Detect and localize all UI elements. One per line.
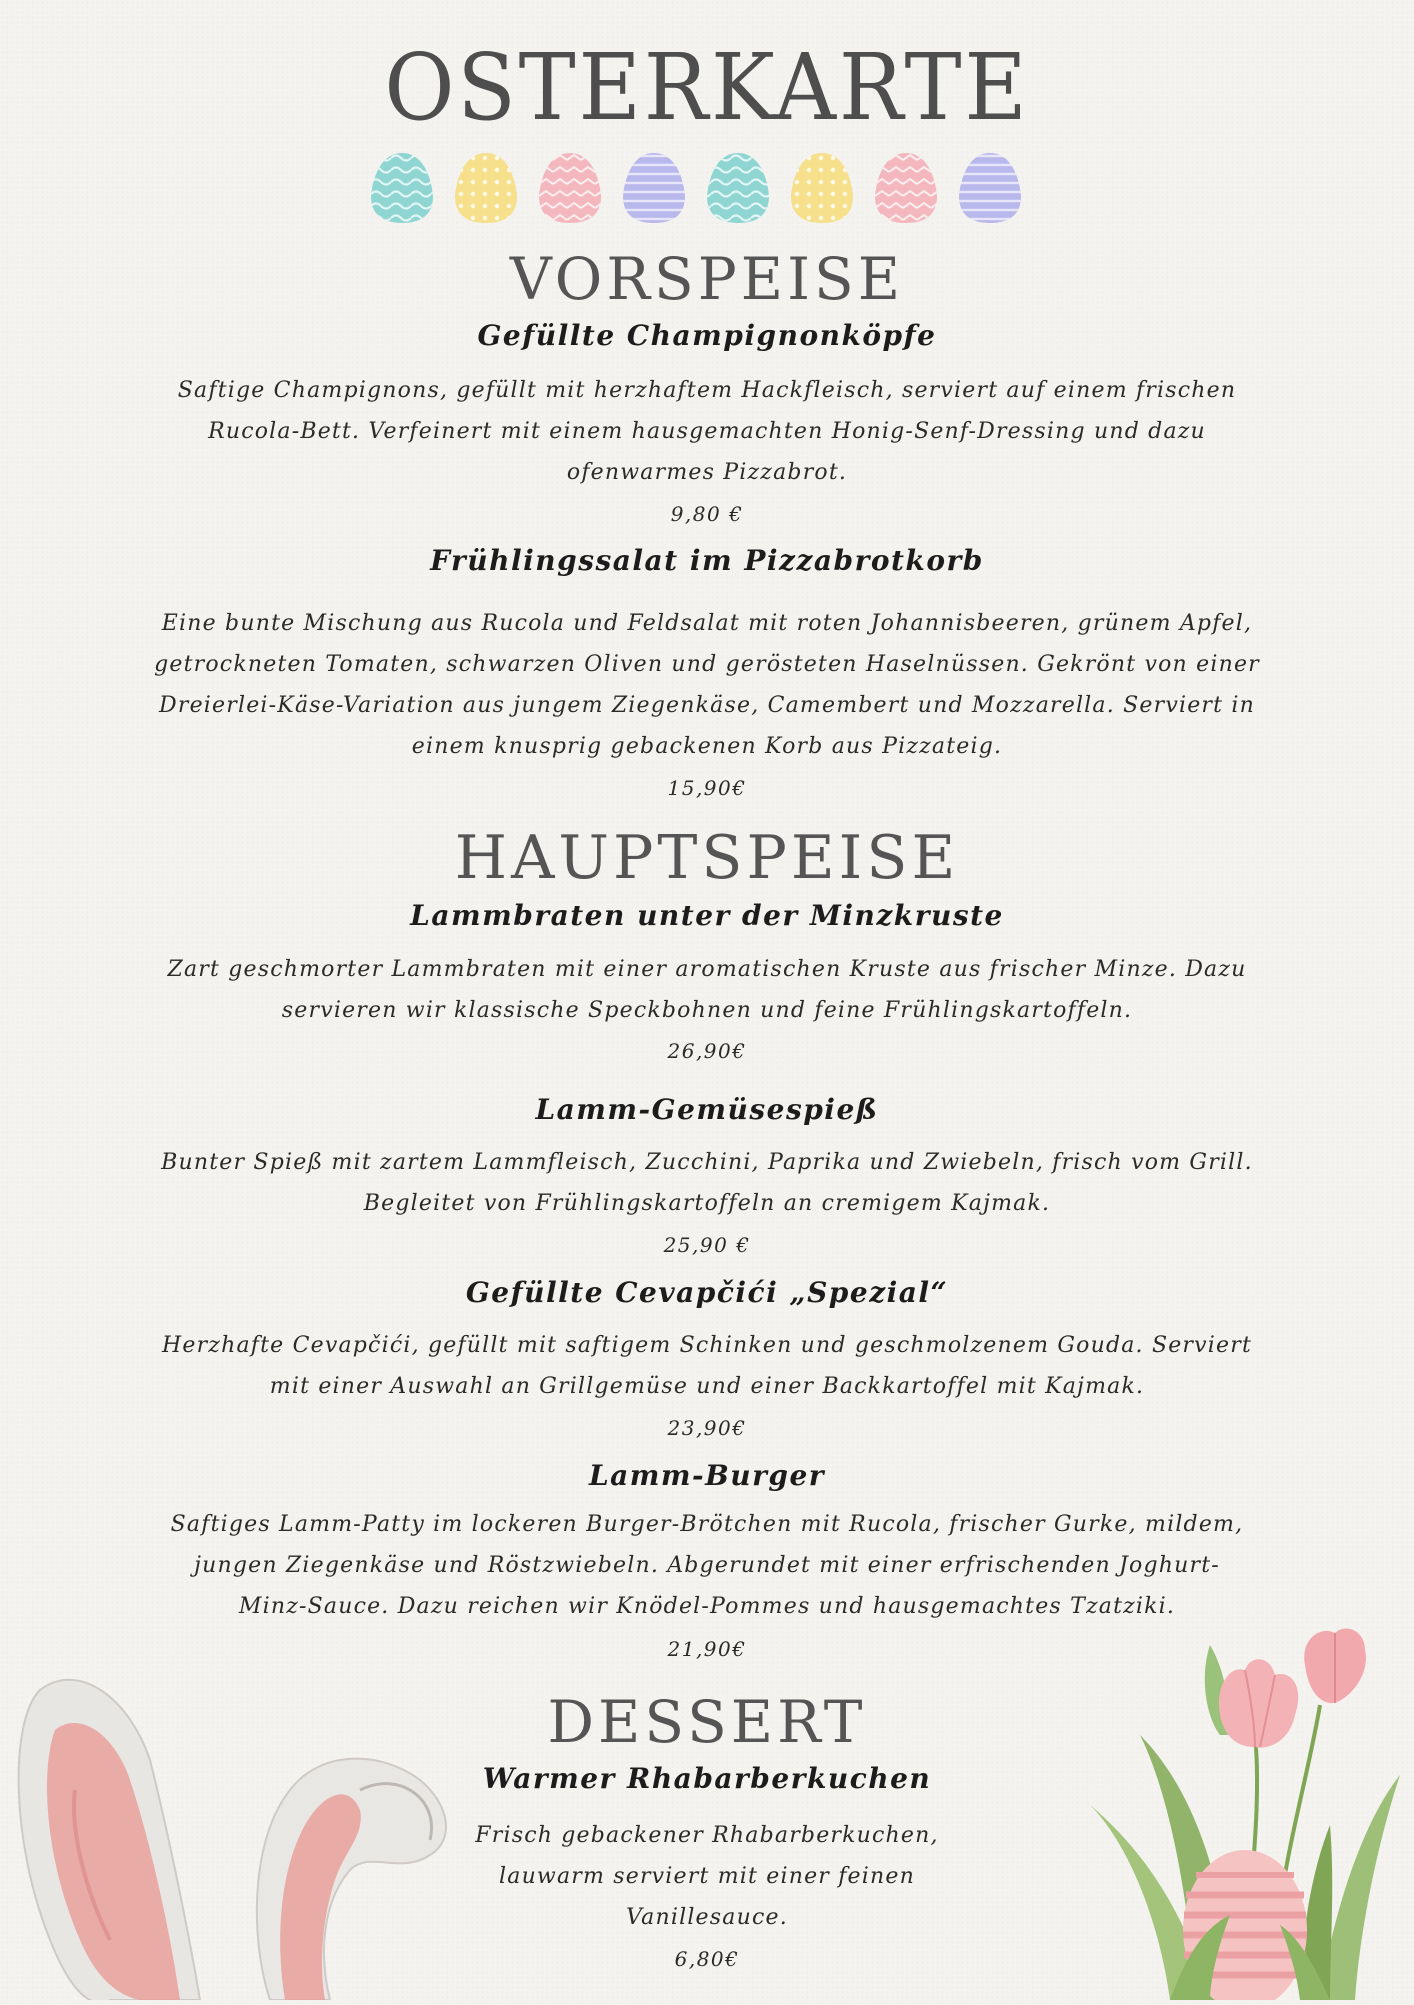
dish-name: Gefüllte Cevapčići „Spezial“ xyxy=(465,1276,949,1309)
easter-egg-icon xyxy=(959,153,1021,223)
menu-title: OSTERKARTE xyxy=(384,34,1030,141)
dish-description: Frisch gebackener Rhabarberkuchen, lauwarm serviert mit einer feinen Vanillesauce. xyxy=(475,1823,939,1930)
dish-name: Warmer Rhabarberkuchen xyxy=(482,1762,932,1795)
dish-price: 23,90€ xyxy=(667,1416,747,1440)
dish-description: Saftiges Lamm-Patty im lockeren Burger-Brötchen mit Rucola, frischer Gurke, mildem, jungen Ziegenkäse und Röstzwiebeln. Abgerundet mit einer erfrischenden Joghurt-Minz-Sauce. Dazu reichen wir Knödel-Pommes und hausgemachtes Tzatziki. xyxy=(170,1512,1244,1619)
easter-egg-icon xyxy=(371,153,433,223)
dish-name: Gefüllte Champignonköpfe xyxy=(477,319,937,352)
dish-price: 21,90€ xyxy=(667,1637,747,1661)
easter-egg-icon xyxy=(791,153,853,223)
easter-eggs-row xyxy=(371,152,1043,224)
dish-price: 26,90€ xyxy=(667,1039,747,1063)
dish-name: Lamm-Burger xyxy=(588,1459,826,1492)
dish-price: 15,90€ xyxy=(667,776,747,800)
easter-egg-icon xyxy=(623,153,685,223)
dish-description: Herzhafte Cevapčići, gefüllt mit saftigem Schinken und geschmolzenem Gouda. Serviert mit einer Auswahl an Grillgemüse und einer Backkartoffel mit Kajmak. xyxy=(161,1333,1252,1399)
section-title-hauptspeise: HAUPTSPEISE xyxy=(454,823,960,893)
easter-egg-icon xyxy=(875,153,937,223)
dish-price: 6,80€ xyxy=(674,1947,740,1971)
easter-egg-icon xyxy=(455,153,517,223)
section-title-dessert: DESSERT xyxy=(547,1688,867,1756)
section-title-vorspeise: VORSPEISE xyxy=(509,245,905,313)
dish-name: Frühlingssalat im Pizzabrotkorb xyxy=(430,544,984,577)
dish-description: Zart geschmorter Lammbraten mit einer aromatischen Kruste aus frischer Minze. Dazu servieren wir klassische Speckbohnen und feine Frühlingskartoffeln. xyxy=(167,957,1247,1023)
dish-name: Lamm-Gemüsespieß xyxy=(535,1093,879,1126)
dish-description: Bunter Spieß mit zartem Lammfleisch, Zucchini, Paprika und Zwiebeln, frisch vom Grill. Begleitet von Frühlingskartoffeln an cremigem Kajmak. xyxy=(161,1150,1253,1216)
dish-description: Saftige Champignons, gefüllt mit herzhaftem Hackfleisch, serviert auf einem frischen Rucola-Bett. Verfeinert mit einem hausgemachten Honig-Senf-Dressing und dazu ofenwarmes Pizzabrot. xyxy=(177,378,1237,485)
dish-description: Eine bunte Mischung aus Rucola und Feldsalat mit roten Johannisbeeren, grünem Apfel, getrockneten Tomaten, schwarzen Oliven und gerösteten Haselnüssen. Gekrönt von einer Dreierlei-Käse-Variation aus jungem Ziegenkäse, Camembert und Mozzarella. Serviert in einem knusprig gebackenen Korb aus Pizzateig. xyxy=(154,611,1260,759)
dish-name: Lammbraten unter der Minzkruste xyxy=(410,899,1004,932)
easter-egg-icon xyxy=(539,153,601,223)
dish-price: 25,90 € xyxy=(663,1233,751,1257)
easter-egg-icon xyxy=(707,153,769,223)
dish-price: 9,80 € xyxy=(670,502,744,526)
tulips-with-egg-icon xyxy=(1080,1625,1414,2000)
bunny-ears-icon xyxy=(0,1640,460,2000)
